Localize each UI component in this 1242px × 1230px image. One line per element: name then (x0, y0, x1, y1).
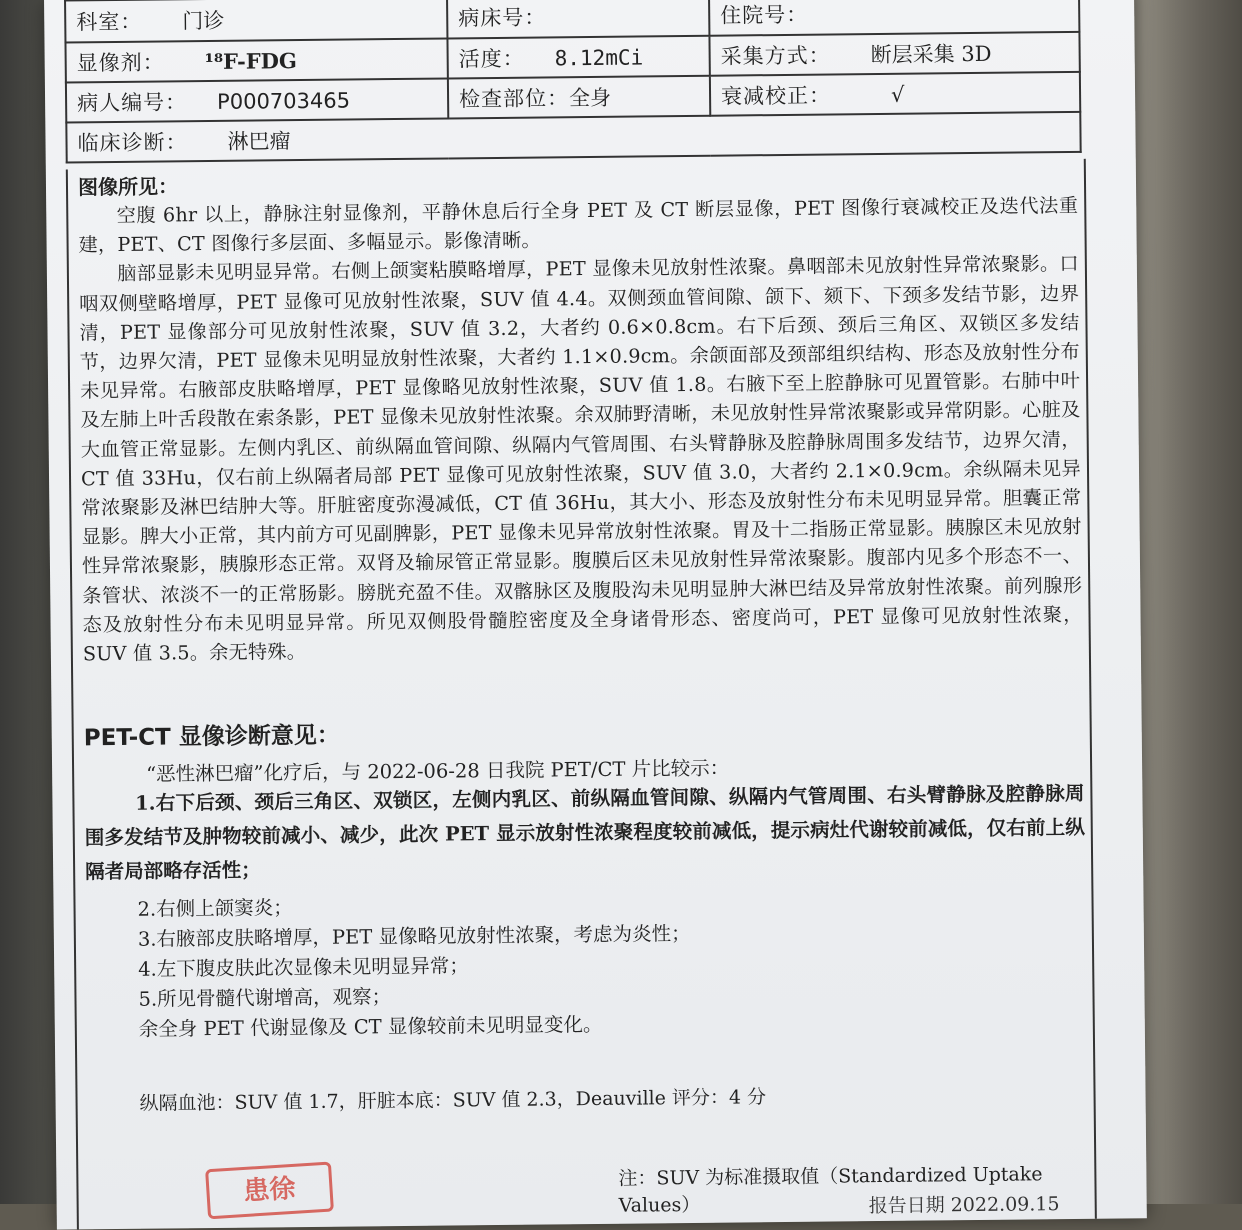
summary-values: 纵隔血池：SUV 值 1.7，肝脏本底：SUV 值 2.3，Deauville 评分：4 分 (139, 1086, 767, 1115)
findings-text (78, 191, 1083, 669)
dept-label: 科室： (76, 9, 143, 35)
suv-note: 注：SUV 为标准摄取值（Standardized Uptake Values） (618, 1163, 1043, 1217)
diagnosis-intro: “恶性淋巴瘤”化疗后，与 2022-06-28 日我院 PET/CT 片比较示： (146, 756, 730, 786)
atten-cell (710, 72, 1080, 116)
activity-cell (447, 36, 709, 79)
findings-paragraph: 脑部显影未见明显异常。右侧上颌窦粘膜略增厚，PET 显像未见放射性浓聚。鼻咽部未见放射性异常浓聚影。口咽双侧壁略增厚，PET 显像可见放射性浓聚，SUV 值 4.4。双侧颈血管间隙、颌下、颏下、下颈多发结节影，边界清，PET 显像部分可见放射性浓聚，SUV 值 3.2，大者约 0.6×0.8cm。右下后颈、颈后三角区、双锁区多发结节，边界欠清，PET 显像未见明显放射性浓聚，大者约 1.1×0.9cm。余颌面部及颈部组织结构、形态及放射性分布未见异常。右腋部皮肤略增厚，PET 显像略见放射性浓聚，SUV 值 1.8。右腋下至上腔静脉可见置管影。右肺中叶及左肺上叶舌段散在索条影，PET 显像未见放射性浓聚。余双肺野清晰，未见放射性异常浓聚影或异常阴影。心脏及大血管正常显影。左侧内乳区、前纵隔血管间隙、纵隔内气管周围、右头臂静脉及腔静脉周围多发结节，边界欠清，CT 值 33Hu，仅右前上纵隔者局部 PET 显像可见放射性浓聚，SUV 值 3.0，大者约 2.1×0.9cm。余纵隔未见异常浓聚影及淋巴结肿大等。肝脏密度弥漫减低，CT 值 36Hu，其大小、形态及放射性分布未见明显异常。胆囊正常显影。脾大小正常，其内前方可见副脾影，PET 显像未见异常放射性浓聚。胃及十二指肠正常显影。胰腺区未见放射性异常浓聚影，胰腺形态正常。双肾及输尿管正常显影。腹膜后区未见放射性异常浓聚影。腹部内见多个形态不一、条管状、浓淡不一的正常肠影。膀胱充盈不佳。双髂脉区及腹股沟未见明显肿大淋巴结及异常放射性浓聚。前列腺形态及放射性分布未见明显异常。所见双侧股骨髓腔密度及全身诸骨形态、密度尚可，PET 显像可见放射性浓聚，SUV 值 3.5。余无特殊。 (79, 252, 1083, 666)
clinical-value: 淋巴瘤 (227, 129, 291, 154)
admission-label: 住院号： (720, 2, 809, 28)
atten-value: √ (890, 82, 905, 107)
patient-cell (66, 78, 448, 122)
agent-cell (65, 38, 447, 82)
acq-cell (709, 32, 1079, 76)
acq-label: 采集方式： (720, 43, 831, 69)
site-cell (448, 76, 710, 119)
agent-label: 显像剂： (76, 50, 165, 76)
diagnosis-item: 4.左下腹皮肤此次显像未见明显异常； (138, 954, 469, 981)
clinical-label: 临床诊断： (77, 130, 188, 156)
diagnosis-item: 2.右侧上颌窦炎； (137, 896, 293, 921)
bed-cell (447, 0, 709, 38)
report-body (66, 159, 1097, 1230)
agent-value: ¹⁸F-FDG (204, 48, 297, 75)
diagnosis-list (84, 777, 1087, 1045)
patient-label: 病人编号： (76, 90, 188, 116)
diagnosis-item: 3.右腋部皮肤略增厚，PET 显像略见放射性浓聚，考虑为炎性； (137, 921, 691, 951)
admission-cell (709, 0, 1079, 36)
bed-label: 病床号： (458, 5, 547, 31)
activity-value: 8.12mCi (554, 45, 644, 71)
diagnosis-item: 1.右下后颈、颈后三角区、双锁区，左侧内乳区、前纵隔血管间隙、纵隔内气管周围、右头臂静脉及腔静脉周围多发结节及肿物较前减小、减少，此次 PET 显示放射性浓聚程度较前减低，提示病灶代谢较前减低，仅右前上纵隔者局部略存活性； (84, 781, 1085, 884)
dept-cell (65, 0, 447, 42)
findings-title: 图像所见： (77, 174, 179, 200)
patient-info-table (64, 0, 1082, 163)
dept-value: 门诊 (182, 8, 225, 34)
report-date-partial: 报告日期 2022.09.15 (868, 1193, 1060, 1218)
hospital-stamp: 患徐 (205, 1162, 334, 1220)
diagnosis-item: 余全身 PET 代谢显像及 CT 显像较前未见明显变化。 (138, 1012, 603, 1041)
acq-value: 断层采集 3D (870, 41, 992, 68)
site-value: 全身 (568, 85, 612, 111)
diagnosis-item: 5.所见骨髓代谢增高，观察； (138, 985, 392, 1011)
report-paper (44, 0, 1147, 1230)
findings-paragraph: 空腹 6hr 以上，静脉注射显像剂，平静休息后行全身 PET 及 CT 断层显像，PET 图像行衰减校正及迭代法重建，PET、CT 图像行多层面、多幅显示。影像清晰。 (78, 193, 1079, 257)
site-label: 检查部位： (458, 86, 570, 112)
patient-value: P000703465 (216, 88, 351, 114)
diagnosis-title: PET-CT 显像诊断意见： (83, 722, 340, 752)
atten-label: 衰减校正： (720, 83, 832, 109)
activity-label: 活度： (458, 46, 525, 72)
